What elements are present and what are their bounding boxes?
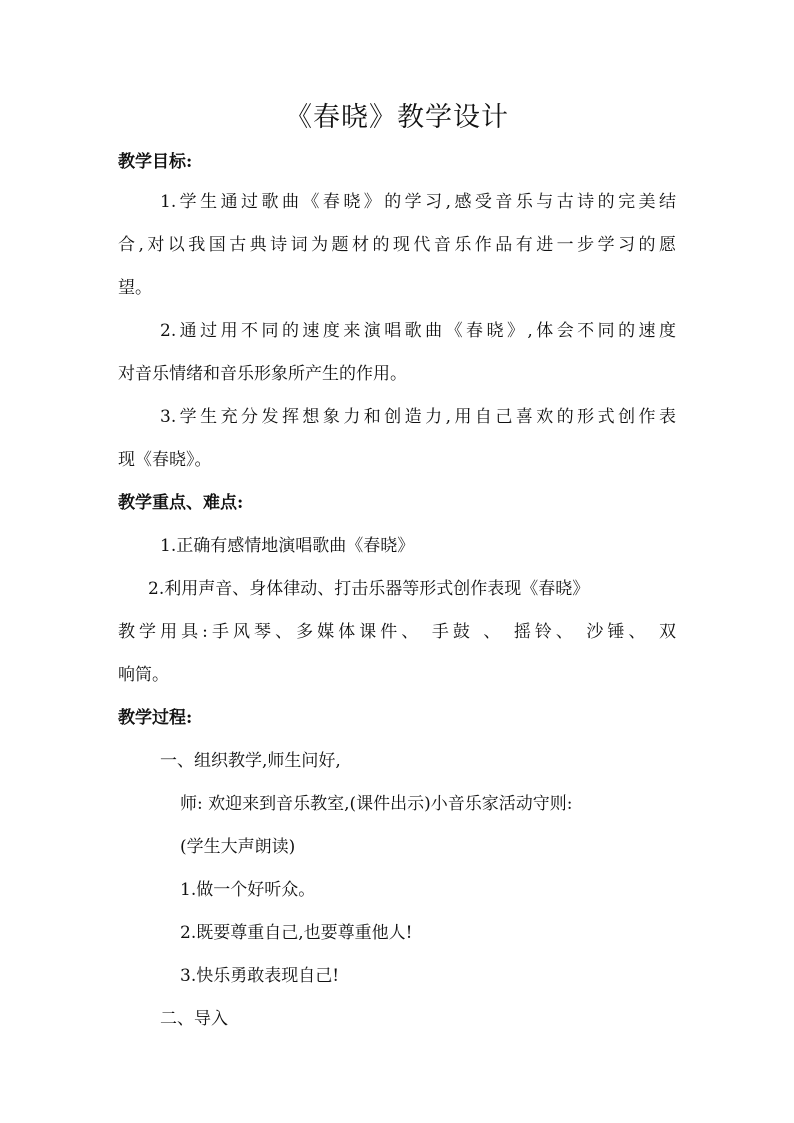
process-step-2: 二、导入 [160,1009,228,1029]
rule-2: 2.既要尊重自己,也要尊重他人! [180,923,413,943]
objective-2-line-2: 对音乐情绪和音乐形象所产生的作用。 [118,364,407,384]
key-points-heading: 教学重点、难点: [118,493,244,513]
key-point-1: 1.正确有感情地演唱歌曲《春晓》 [160,536,415,556]
process-step-1: 一、组织教学,师生问好, [160,751,341,771]
process-heading: 教学过程: [118,708,193,728]
students-read-aloud: (学生大声朗读) [180,837,296,857]
tools-line-2: 响筒。 [118,665,169,685]
objective-1-line-3: 望。 [118,278,152,298]
document-title: 《春晓》教学设计 [285,102,509,133]
objective-2-line-1: 2.通过用不同的速度来演唱歌曲《春晓》,体会不同的速度 [160,321,676,341]
rule-1: 1.做一个好听众。 [180,880,316,900]
tools-line-1: 教学用具:手风琴、多媒体课件、 手鼓 、 摇铃、 沙锤、 双 [118,622,676,642]
objectives-heading: 教学目标: [118,152,193,172]
objective-1-line-1: 1.学生通过歌曲《春晓》的学习,感受音乐与古诗的完美结 [160,192,676,212]
objective-3-line-2: 现《春晓》。 [118,450,212,470]
rule-3: 3.快乐勇敢表现自己! [180,966,340,986]
objective-1-line-2: 合,对以我国古典诗词为题材的现代音乐作品有进一步学习的愿 [118,235,676,255]
teacher-greeting: 师: 欢迎来到音乐教室,(课件出示)小音乐家活动守则: [180,794,573,814]
objective-3-line-1: 3.学生充分发挥想象力和创造力,用自己喜欢的形式创作表 [160,407,676,427]
key-point-2: 2.利用声音、身体律动、打击乐器等形式创作表现《春晓》 [148,579,590,599]
